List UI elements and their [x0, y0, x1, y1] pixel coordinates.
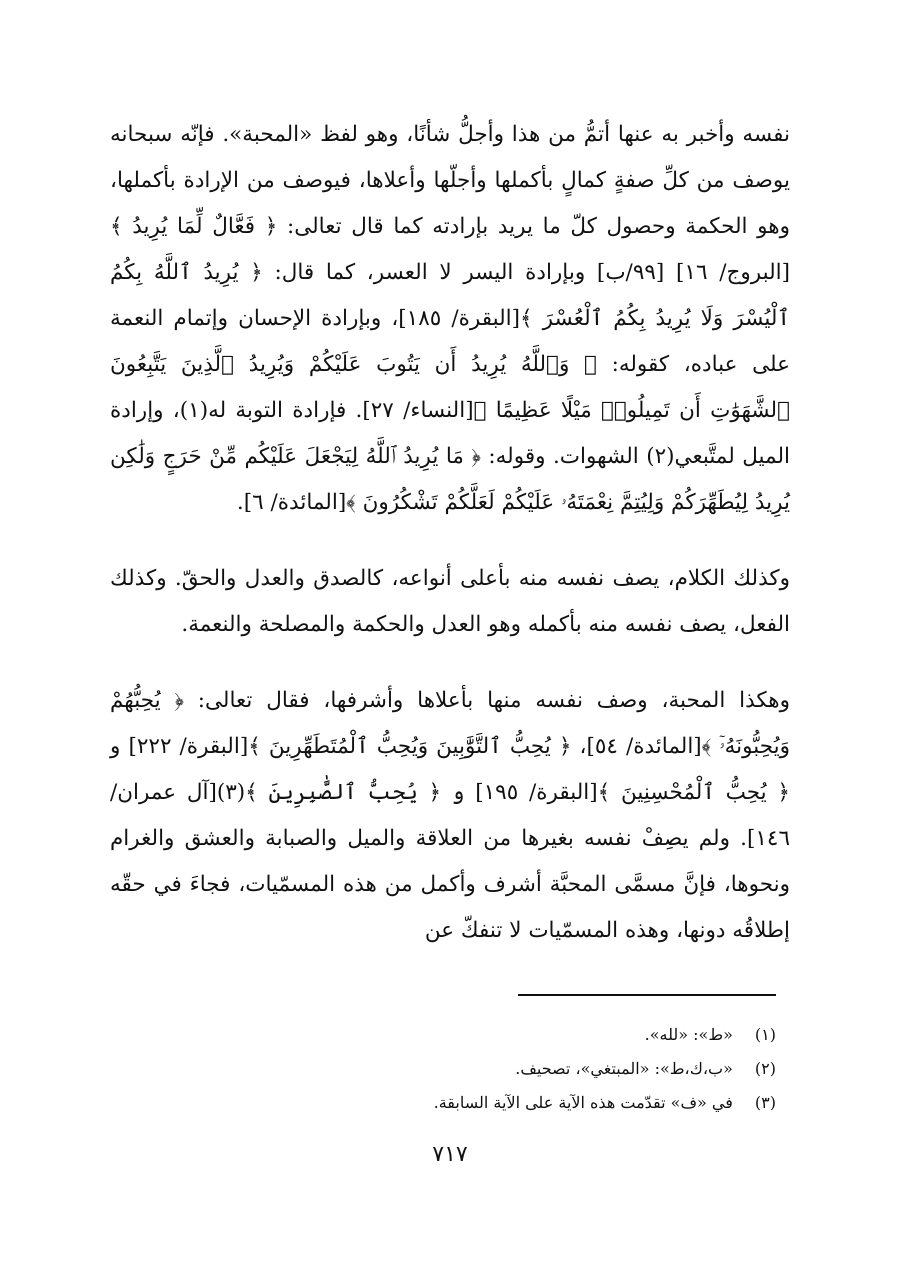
footnote-text: «ب،ك،ط»: «المبتغي»، تصحيف.	[515, 1059, 733, 1078]
footnote-number: (١)	[754, 1025, 776, 1044]
paragraph-1	[110, 112, 790, 526]
footnotes	[300, 1018, 776, 1120]
footnote-2	[300, 1052, 776, 1086]
paragraph-1-text: نفسه وأخبر به عنها أتمُّ من هذا وأجلُّ شأنًا، وهو لفظ «المحبة». فإنّه سبحانه يوصف من كلِّ صفةٍ كمالٍ بأكملها وأجلّها وأعلاها، فيوصف من الإرادة بأكملها، وهو الحكمة وحصول كلّ ما يريد بإرادته كما قال تعالى: ﴿ فَعَّالٌ لِّمَا يُرِيدُ ﴾[البروج/ ١٦] [٩٩/ب] وبإرادة اليسر لا العسر، كما قال: ﴿ يُرِيدُ ٱللَّهُ بِكُمُ ٱلْيُسْرَ وَلَا يُرِيدُ بِكُمُ ٱلْعُسْرَ ﴾[البقرة/ ١٨٥]، وبإرادة الإحسان وإتمام النعمة على عباده، كقوله: ﴿ وَٱللَّهُ يُرِيدُ أَن يَتُوبَ عَلَيْكُمْ وَيُرِيدُ ٱلَّذِينَ يَتَّبِعُونَ ٱلشَّهَوَٰتِ أَن تَمِيلُوا۟ مَيْلًا عَظِيمًا ﴾[النساء/ ٢٧]. فإرادة التوبة له(١)، وإرادة الميل لمتَّبعي(٢) الشهوات. وقوله: ﴿ مَا يُرِيدُ ٱللَّهُ لِيَجْعَلَ عَلَيْكُم مِّنْ حَرَجٍ وَلَٰكِن يُرِيدُ لِيُطَهِّرَكُمْ وَلِيُتِمَّ نِعْمَتَهُۥ عَلَيْكُمْ لَعَلَّكُمْ تَشْكُرُونَ ﴾[المائدة/ ٦].	[110, 122, 791, 515]
paragraph-gap	[110, 648, 790, 678]
footnote-text: «ط»: «لله».	[644, 1025, 733, 1044]
page-body	[110, 112, 790, 954]
footnote-1	[300, 1018, 776, 1052]
footnote-3	[300, 1086, 776, 1120]
paragraph-gap	[110, 526, 790, 556]
footnote-number: (٢)	[754, 1059, 776, 1078]
footnote-number: (٣)	[754, 1093, 776, 1112]
footnote-text: في «ف» تقدّمت هذه الآية على الآية السابقة.	[433, 1093, 733, 1112]
footnote-divider	[518, 994, 776, 996]
page-number: ٧١٧	[432, 1142, 468, 1167]
paragraph-3-text: وهكذا المحبة، وصف نفسه منها بأعلاها وأشرفها، فقال تعالى: ﴿ يُحِبُّهُمْ وَيُحِبُّونَهُۥٓ ﴾[المائدة/ ٥٤]، ﴿ يُحِبُّ ٱلتَّوَّٰبِينَ وَيُحِبُّ ٱلْمُتَطَهِّرِينَ ﴾[البقرة/ ٢٢٢] و ﴿ يُحِبُّ ٱلْمُحْسِنِينَ ﴾[البقرة/ ١٩٥] و ﴿ يُحِبُّ ٱلصَّٰبِرِينَ ﴾(٣)[آل عمران/ ١٤٦]. ولم يصِفْ نفسه بغيرها من العلاقة والميل والصبابة والعشق والغرام ونحوها، فإنَّ مسمَّى المحبَّة أشرف وأكمل من هذه المسمّيات، فجاءَ في حقّه إطلاقُه دونها، وهذه المسمّيات لا تنفكّ عن	[110, 688, 790, 943]
paragraph-2	[110, 556, 790, 648]
paragraph-2-text: وكذلك الكلام، يصف نفسه منه بأعلى أنواعه، كالصدق والعدل والحقّ. وكذلك الفعل، يصف نفسه منه بأكمله وهو العدل والحكمة والمصلحة والنعمة.	[110, 566, 790, 637]
paragraph-3	[110, 678, 790, 954]
